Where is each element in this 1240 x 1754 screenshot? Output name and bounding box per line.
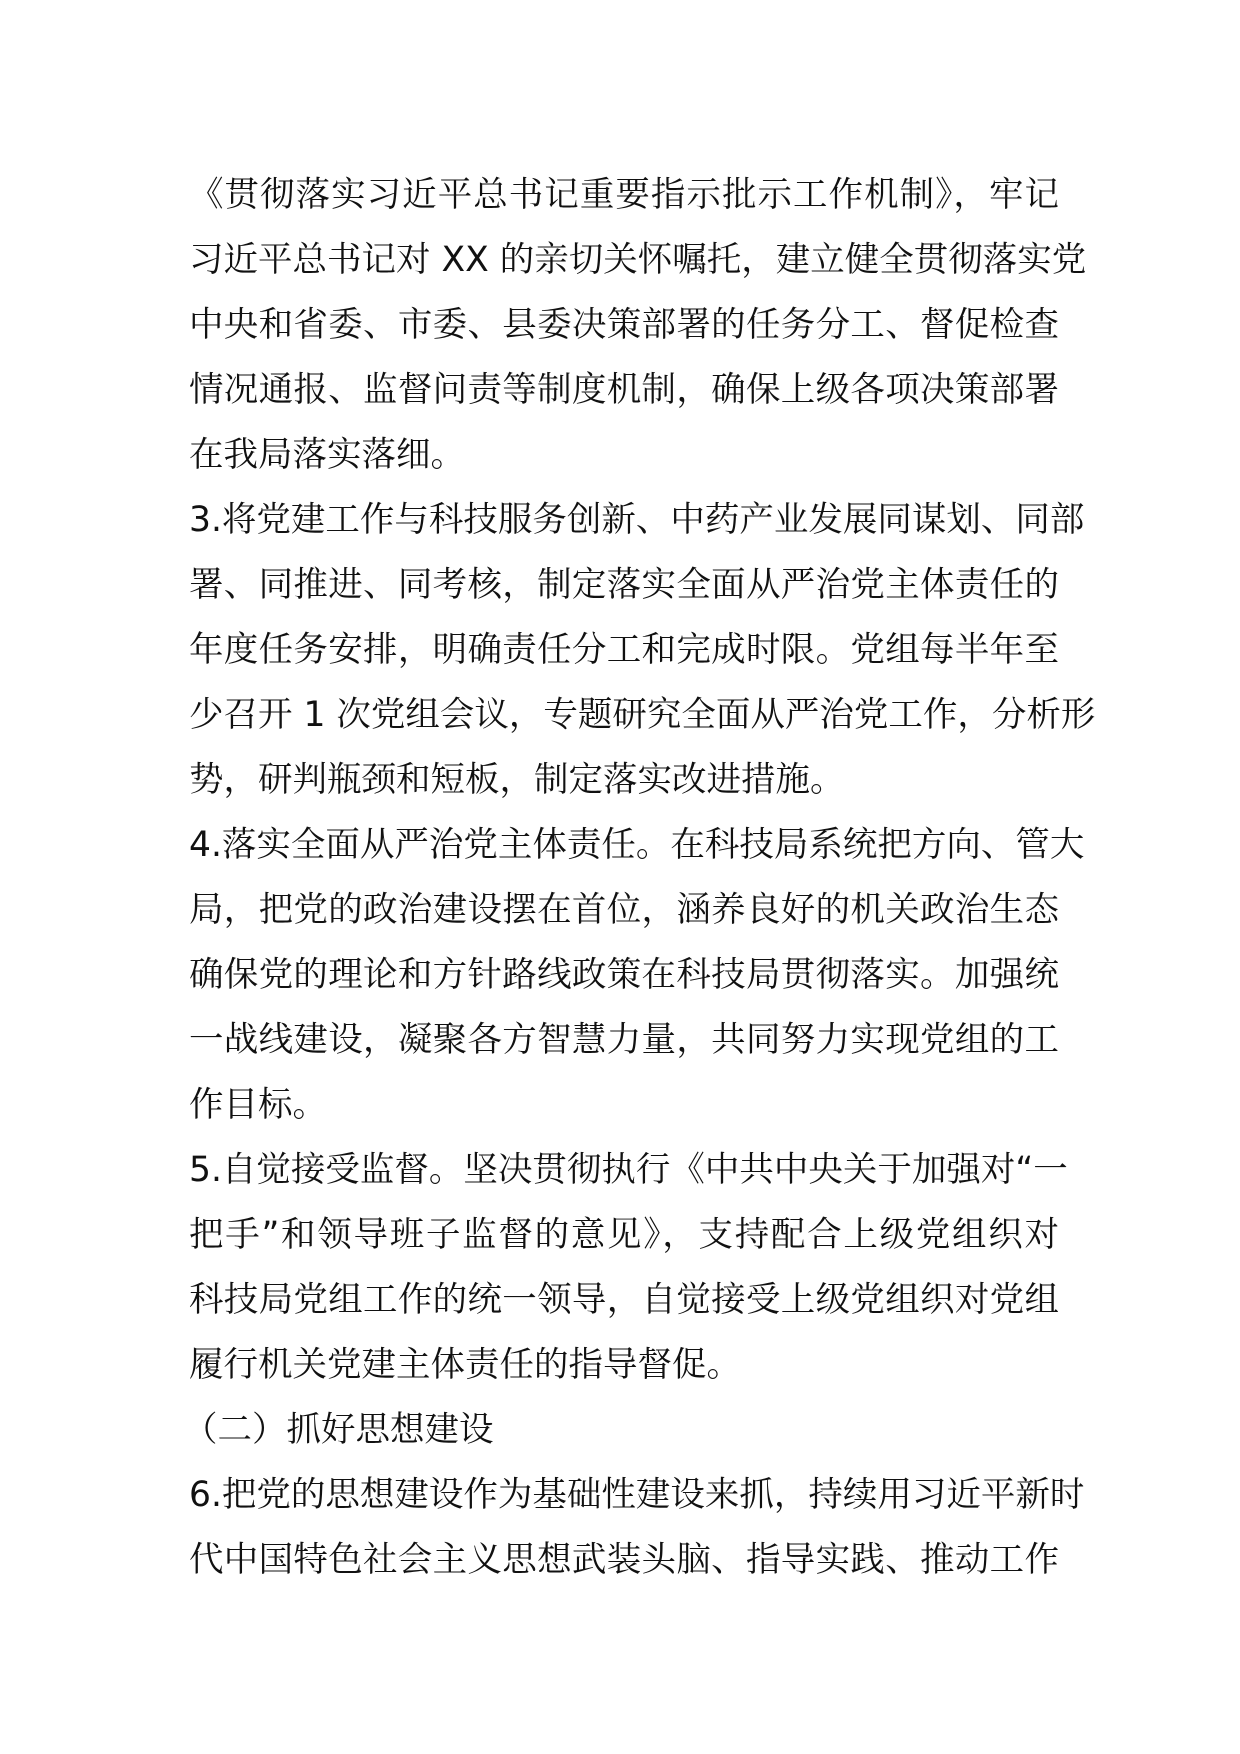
text-line: 势，研判瓶颈和短板，制定落实改进措施。 <box>189 760 845 800</box>
text-line: 把手”和领导班子监督的意见》，支持配合上级党组织对 <box>189 1215 1059 1255</box>
text-line: 局，把党的政治建设摆在首位，涵养良好的机关政治生态 <box>189 890 1059 930</box>
text-line: 署、同推进、同考核，制定落实全面从严治党主体责任的 <box>189 565 1059 605</box>
text-line: 情况通报、监督问责等制度机制，确保上级各项决策部署 <box>189 370 1059 410</box>
text-line: 确保党的理论和方针路线政策在科技局贯彻落实。加强统 <box>189 955 1059 995</box>
text-line: 3.将党建工作与科技服务创新、中药产业发展同谋划、同部 <box>189 500 1085 540</box>
section-heading: （二）抓好思想建设 <box>183 1410 494 1450</box>
text-line: 5.自觉接受监督。坚决贯彻执行《中共中央关于加强对“一 <box>189 1150 1068 1190</box>
text-line: 履行机关党建主体责任的指导督促。 <box>189 1345 741 1385</box>
text-line: 少召开 1 次党组会议，专题研究全面从严治党工作，分析形 <box>189 695 1096 735</box>
text-line: 科技局党组工作的统一领导，自觉接受上级党组织对党组 <box>189 1280 1059 1320</box>
text-line: 年度任务安排，明确责任分工和完成时限。党组每半年至 <box>189 630 1059 670</box>
text-line: 《贯彻落实习近平总书记重要指示批示工作机制》，牢记 <box>189 175 1059 215</box>
text-line: 习近平总书记对 XX 的亲切关怀嘱托，建立健全贯彻落实党 <box>189 240 1087 280</box>
text-line: 作目标。 <box>189 1085 327 1125</box>
document-page <box>183 163 1096 1593</box>
text-line: 4.落实全面从严治党主体责任。在科技局系统把方向、管大 <box>189 825 1085 865</box>
text-line: 在我局落实落细。 <box>189 435 465 475</box>
text-line: 中央和省委、市委、县委决策部署的任务分工、督促检查 <box>189 305 1059 345</box>
text-line: 一战线建设，凝聚各方智慧力量，共同努力实现党组的工 <box>189 1020 1059 1060</box>
text-line: 代中国特色社会主义思想武装头脑、指导实践、推动工作 <box>189 1540 1059 1580</box>
text-line: 6.把党的思想建设作为基础性建设来抓，持续用习近平新时 <box>189 1475 1085 1515</box>
